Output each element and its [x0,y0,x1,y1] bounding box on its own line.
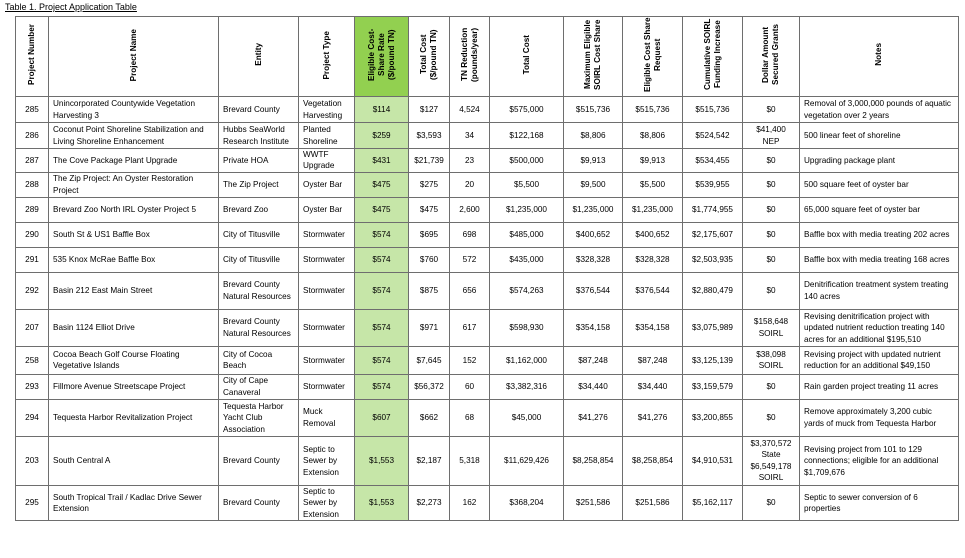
cell-total-cost-per-pound: $275 [409,172,450,197]
cell-max-eligible: $41,276 [564,399,623,436]
cell-total-cost-per-pound: $475 [409,197,450,222]
cell-notes: Septic to sewer conversion of 6 properties [800,485,959,520]
header-eligible-rate: Eligible Cost-Share Rate ($/pound TN) [355,17,409,97]
cell-cumulative: $3,159,579 [683,374,743,399]
cell-entity: Brevard County [219,436,299,485]
cell-total-cost-per-pound: $760 [409,247,450,272]
header-eligible-request: Eligible Cost Share Request [623,17,683,97]
header-project-number: Project Number [16,17,49,97]
cell-total-cost-per-pound: $662 [409,399,450,436]
cell-notes: 500 linear feet of shoreline [800,123,959,149]
table-row [16,97,959,123]
cell-project-name: Tequesta Harbor Revitalization Project [49,399,219,436]
cell-eligible-request: $328,328 [623,247,683,272]
cell-notes: Remove approximately 3,200 cubic yards of muck from Tequesta Harbor [800,399,959,436]
cell-eligible-request: $8,258,854 [623,436,683,485]
cell-entity: The Zip Project [219,172,299,197]
cell-secured-grants: $38,098 SOIRL [743,346,800,374]
cell-cumulative: $4,910,531 [683,436,743,485]
table-caption: Table 1. Project Application Table [5,2,137,12]
cell-project-name: South Central A [49,436,219,485]
cell-max-eligible: $376,544 [564,272,623,309]
cell-project-number: 258 [16,346,49,374]
cell-secured-grants: $41,400 NEP [743,123,800,149]
cell-eligible-rate: $259 [355,123,409,149]
cell-notes: Revising denitrification project with updated nutrient reduction treating 140 acres for an additional $195,510 [800,309,959,346]
cell-eligible-rate: $574 [355,222,409,247]
cell-entity: City of Cocoa Beach [219,346,299,374]
cell-total-cost: $485,000 [490,222,564,247]
cell-eligible-request: $400,652 [623,222,683,247]
cell-tn-reduction: 2,600 [450,197,490,222]
cell-project-number: 203 [16,436,49,485]
cell-notes: Baffle box with media treating 168 acres [800,247,959,272]
cell-project-type: Stormwater [299,222,355,247]
cell-cumulative: $1,774,955 [683,197,743,222]
cell-tn-reduction: 617 [450,309,490,346]
cell-entity: Tequesta Harbor Yacht Club Association [219,399,299,436]
cell-tn-reduction: 4,524 [450,97,490,123]
header-cumulative: Cumulative SOIRL Funding Increase [683,17,743,97]
cell-total-cost: $575,000 [490,97,564,123]
cell-project-name: 535 Knox McRae Baffle Box [49,247,219,272]
header-total-cost: Total Cost [490,17,564,97]
cell-max-eligible: $1,235,000 [564,197,623,222]
cell-secured-grants: $0 [743,485,800,520]
cell-secured-grants: $0 [743,172,800,197]
cell-project-name: Brevard Zoo North IRL Oyster Project 5 [49,197,219,222]
cell-tn-reduction: 20 [450,172,490,197]
table-row [16,149,959,173]
cell-project-name: Coconut Point Shoreline Stabilization and Living Shoreline Enhancement [49,123,219,149]
cell-project-name: Unincorporated Countywide Vegetation Harvesting 3 [49,97,219,123]
cell-tn-reduction: 656 [450,272,490,309]
cell-total-cost: $122,168 [490,123,564,149]
cell-entity: Hubbs SeaWorld Research Institute [219,123,299,149]
cell-eligible-request: $8,806 [623,123,683,149]
cell-tn-reduction: 34 [450,123,490,149]
cell-max-eligible: $8,806 [564,123,623,149]
cell-secured-grants: $0 [743,222,800,247]
cell-total-cost-per-pound: $2,187 [409,436,450,485]
cell-project-type: WWTF Upgrade [299,149,355,173]
cell-project-number: 288 [16,172,49,197]
cell-cumulative: $3,125,139 [683,346,743,374]
table-row [16,172,959,197]
cell-total-cost: $598,930 [490,309,564,346]
cell-project-name: Cocoa Beach Golf Course Floating Vegetative Islands [49,346,219,374]
cell-project-number: 207 [16,309,49,346]
cell-entity: City of Titusville [219,222,299,247]
cell-project-name: South Tropical Trail / Kadlac Drive Sewer Extension [49,485,219,520]
cell-project-type: Stormwater [299,309,355,346]
cell-tn-reduction: 152 [450,346,490,374]
table-row [16,222,959,247]
table-row [16,247,959,272]
cell-eligible-rate: $475 [355,197,409,222]
header-secured-grants: Dollar Amount Secured Grants [743,17,800,97]
cell-notes: Revising project with updated nutrient reduction for an additional $49,150 [800,346,959,374]
cell-project-number: 287 [16,149,49,173]
cell-project-name: Fillmore Avenue Streetscape Project [49,374,219,399]
cell-eligible-rate: $431 [355,149,409,173]
header-notes: Notes [800,17,959,97]
cell-eligible-request: $354,158 [623,309,683,346]
cell-secured-grants: $3,370,572 State $6,549,178 SOIRL [743,436,800,485]
cell-eligible-rate: $574 [355,346,409,374]
cell-cumulative: $3,200,855 [683,399,743,436]
cell-secured-grants: $0 [743,149,800,173]
cell-project-number: 292 [16,272,49,309]
cell-entity: Brevard County [219,97,299,123]
cell-project-name: The Cove Package Plant Upgrade [49,149,219,173]
table-row [16,197,959,222]
table-row [16,436,959,485]
cell-secured-grants: $0 [743,399,800,436]
cell-entity: Brevard County Natural Resources [219,272,299,309]
cell-project-number: 294 [16,399,49,436]
cell-total-cost-per-pound: $127 [409,97,450,123]
table-row [16,309,959,346]
cell-secured-grants: $0 [743,97,800,123]
cell-max-eligible: $87,248 [564,346,623,374]
cell-secured-grants: $0 [743,197,800,222]
cell-notes: Denitrification treatment system treating 140 acres [800,272,959,309]
cell-project-number: 291 [16,247,49,272]
cell-cumulative: $2,503,935 [683,247,743,272]
cell-secured-grants: $0 [743,374,800,399]
cell-eligible-rate: $574 [355,309,409,346]
cell-tn-reduction: 162 [450,485,490,520]
cell-eligible-rate: $607 [355,399,409,436]
cell-notes: Removal of 3,000,000 pounds of aquatic vegetation over 2 years [800,97,959,123]
cell-project-type: Planted Shoreline [299,123,355,149]
cell-entity: City of Titusville [219,247,299,272]
cell-tn-reduction: 60 [450,374,490,399]
cell-project-type: Septic to Sewer by Extension [299,436,355,485]
cell-entity: Private HOA [219,149,299,173]
cell-eligible-rate: $475 [355,172,409,197]
cell-total-cost-per-pound: $21,739 [409,149,450,173]
cell-tn-reduction: 68 [450,399,490,436]
cell-max-eligible: $515,736 [564,97,623,123]
table-row [16,123,959,149]
header-total-cost-per-pound: Total Cost ($/pound TN) [409,17,450,97]
cell-total-cost-per-pound: $3,593 [409,123,450,149]
cell-eligible-rate: $574 [355,374,409,399]
cell-total-cost: $368,204 [490,485,564,520]
cell-eligible-rate: $114 [355,97,409,123]
cell-eligible-request: $251,586 [623,485,683,520]
cell-project-type: Oyster Bar [299,172,355,197]
cell-project-type: Oyster Bar [299,197,355,222]
cell-max-eligible: $400,652 [564,222,623,247]
cell-eligible-request: $9,913 [623,149,683,173]
cell-total-cost: $5,500 [490,172,564,197]
cell-cumulative: $3,075,989 [683,309,743,346]
cell-eligible-request: $87,248 [623,346,683,374]
cell-total-cost: $435,000 [490,247,564,272]
header-project-name: Project Name [49,17,219,97]
cell-eligible-rate: $1,553 [355,485,409,520]
cell-project-number: 290 [16,222,49,247]
cell-max-eligible: $34,440 [564,374,623,399]
cell-total-cost: $3,382,316 [490,374,564,399]
header-entity: Entity [219,17,299,97]
table-row [16,346,959,374]
cell-project-name: South St & US1 Baffle Box [49,222,219,247]
cell-total-cost: $574,263 [490,272,564,309]
cell-eligible-request: $376,544 [623,272,683,309]
cell-eligible-rate: $574 [355,247,409,272]
cell-notes: Upgrading package plant [800,149,959,173]
cell-max-eligible: $9,500 [564,172,623,197]
cell-secured-grants: $0 [743,272,800,309]
cell-eligible-request: $41,276 [623,399,683,436]
cell-eligible-request: $515,736 [623,97,683,123]
header-project-type: Project Type [299,17,355,97]
cell-max-eligible: $9,913 [564,149,623,173]
cell-cumulative: $539,955 [683,172,743,197]
table-row [16,374,959,399]
cell-total-cost-per-pound: $56,372 [409,374,450,399]
cell-max-eligible: $8,258,854 [564,436,623,485]
cell-project-type: Stormwater [299,346,355,374]
table-row [16,399,959,436]
cell-total-cost-per-pound: $971 [409,309,450,346]
cell-max-eligible: $328,328 [564,247,623,272]
cell-project-name: The Zip Project: An Oyster Restoration Project [49,172,219,197]
cell-secured-grants: $158,648 SOIRL [743,309,800,346]
header-max-eligible: Maximum Eligible SOIRL Cost Share [564,17,623,97]
cell-cumulative: $534,455 [683,149,743,173]
cell-project-name: Basin 1124 Elliot Drive [49,309,219,346]
cell-max-eligible: $251,586 [564,485,623,520]
cell-entity: Brevard County [219,485,299,520]
cell-tn-reduction: 698 [450,222,490,247]
cell-project-number: 286 [16,123,49,149]
cell-notes: 500 square feet of oyster bar [800,172,959,197]
cell-project-type: Muck Removal [299,399,355,436]
cell-total-cost-per-pound: $875 [409,272,450,309]
cell-eligible-request: $5,500 [623,172,683,197]
cell-project-name: Basin 212 East Main Street [49,272,219,309]
cell-eligible-request: $1,235,000 [623,197,683,222]
table-row [16,485,959,520]
cell-project-number: 295 [16,485,49,520]
header-tn-reduction: TN Reduction (pounds/year) [450,17,490,97]
cell-total-cost: $1,162,000 [490,346,564,374]
cell-project-type: Stormwater [299,374,355,399]
cell-total-cost-per-pound: $2,273 [409,485,450,520]
cell-total-cost: $500,000 [490,149,564,173]
cell-notes: Revising project from 101 to 129 connections; eligible for an additional $1,709,676 [800,436,959,485]
cell-entity: City of Cape Canaveral [219,374,299,399]
cell-total-cost: $45,000 [490,399,564,436]
cell-entity: Brevard Zoo [219,197,299,222]
cell-total-cost: $11,629,426 [490,436,564,485]
cell-project-type: Septic to Sewer by Extension [299,485,355,520]
table-row [16,272,959,309]
cell-eligible-rate: $574 [355,272,409,309]
cell-project-number: 289 [16,197,49,222]
cell-project-type: Vegetation Harvesting [299,97,355,123]
cell-tn-reduction: 23 [450,149,490,173]
cell-notes: 65,000 square feet of oyster bar [800,197,959,222]
cell-project-type: Stormwater [299,272,355,309]
cell-secured-grants: $0 [743,247,800,272]
cell-cumulative: $5,162,117 [683,485,743,520]
cell-cumulative: $524,542 [683,123,743,149]
cell-notes: Baffle box with media treating 202 acres [800,222,959,247]
cell-total-cost: $1,235,000 [490,197,564,222]
header-row [16,17,959,97]
cell-total-cost-per-pound: $695 [409,222,450,247]
cell-cumulative: $2,175,607 [683,222,743,247]
cell-project-number: 293 [16,374,49,399]
cell-max-eligible: $354,158 [564,309,623,346]
cell-tn-reduction: 572 [450,247,490,272]
cell-eligible-rate: $1,553 [355,436,409,485]
cell-entity: Brevard County Natural Resources [219,309,299,346]
cell-total-cost-per-pound: $7,645 [409,346,450,374]
project-application-table [15,16,959,521]
cell-cumulative: $515,736 [683,97,743,123]
cell-eligible-request: $34,440 [623,374,683,399]
cell-cumulative: $2,880,479 [683,272,743,309]
cell-tn-reduction: 5,318 [450,436,490,485]
cell-notes: Rain garden project treating 11 acres [800,374,959,399]
cell-project-type: Stormwater [299,247,355,272]
cell-project-number: 285 [16,97,49,123]
